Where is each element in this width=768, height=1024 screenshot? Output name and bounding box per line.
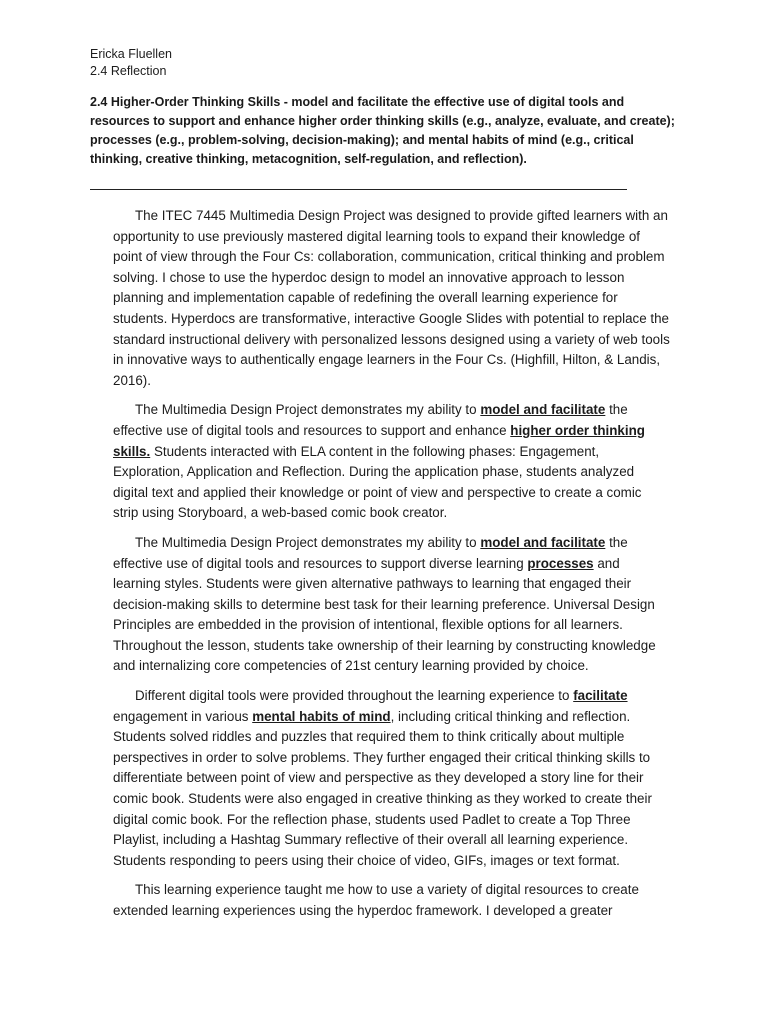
emphasis-higher-order-thinking: higher order thinking skills. (113, 422, 645, 459)
emphasis-processes: processes (527, 555, 594, 571)
paragraph-3-text-c: the effective use of digital tools and resources to support diverse learning (113, 534, 628, 571)
emphasis-mental-habits-of-mind: mental habits of mind (252, 708, 391, 724)
paragraph-2-text-e: Students interacted with ELA content in the following phases: Engagement, Exploration, Application and Reflection. During the application phase, students analyzed digital text and applied their knowledge or point of view and perspective to create a comic strip using Storyboard, a web-based comic book creator. (113, 443, 642, 521)
paragraph-4-text-a: Different digital tools were provided throughout the learning experience to (135, 688, 574, 704)
document-header (90, 46, 172, 80)
standard-heading: 2.4 Higher-Order Thinking Skills (90, 95, 281, 109)
paragraph-3-text-e: and learning styles. Students were given alternative pathways to learning that engaged their decision-making skills to determine best task for their learning preference. Universal Design Principles are embedded in the provision of intentional, flexible options for all learners. Throughout the lesson, students take ownership of their learning by constructing knowledge and internalizing core competencies of 21st century learning provided by choice. (113, 555, 656, 674)
document-title: 2.4 Reflection (90, 64, 167, 78)
paragraph-4-text-e: , including critical thinking and reflection. Students solved riddles and puzzles that required them to think critically about multiple perspectives in order to solve problems. They further engaged their critical thinking skills to differentiate between point of view and perspective as they developed a story line for their comic book. Students were also engaged in creative thinking as they worked to create their digital comic book. For the reflection phase, students used Padlet to create a Top Three Playlist, including a Hashtag Summary reflective of their overall all learning experience. Students responding to peers using their choice of video, GIFs, images or text format. (113, 708, 652, 868)
emphasis-model-and-facilitate: model and facilitate (480, 534, 606, 550)
paragraph-4 (113, 686, 670, 871)
standard-statement (90, 93, 680, 169)
paragraph-2 (113, 400, 670, 524)
standard-text: - model and facilitate the effective use of digital tools and resources to support and enhance higher order thinking skills (e.g., analyze, evaluate, and create); processes (e.g., problem-solving, decision-making); and mental habits of mind (e.g., critical thinking, creative thinking, metacognition, self-regulation, and reflection). (90, 95, 675, 166)
emphasis-model-and-facilitate: model and facilitate (480, 402, 606, 418)
paragraph-5: This learning experience taught me how to use a variety of digital resources to create extended learning experiences using the hyperdoc framework. I developed a greater (113, 882, 639, 918)
paragraph-3-text-a: The Multimedia Design Project demonstrates my ability to (135, 534, 481, 550)
paragraph-2-text-c: the effective use of digital tools and resources to support and enhance (113, 402, 628, 438)
paragraph-2-text-a: The Multimedia Design Project demonstrates my ability to (135, 402, 481, 418)
reflection-body (113, 206, 670, 931)
author-name: Ericka Fluellen (90, 47, 172, 61)
divider-line (90, 189, 627, 190)
paragraph-3 (113, 533, 670, 677)
paragraph-1: The ITEC 7445 Multimedia Design Project was designed to provide gifted learners with an opportunity to use previously mastered digital learning tools to expand their knowledge of point of view through the Four Cs: collaboration, communication, critical thinking and problem solving. I chose to use the hyperdoc design to model an innovative approach to lesson planning and implementation capable of redefining the overall learning experience for students. Hyperdocs are transformative, interactive Google Slides with potential to replace the standard instructional delivery with personalized lessons designed using a variety of web tools in innovative ways to authentically engage learners in the Four Cs. (Highfill, Hilton, & Landis, 2016). (113, 208, 670, 388)
emphasis-facilitate: facilitate (573, 688, 628, 704)
paragraph-4-text-c: engagement in various (113, 708, 253, 724)
